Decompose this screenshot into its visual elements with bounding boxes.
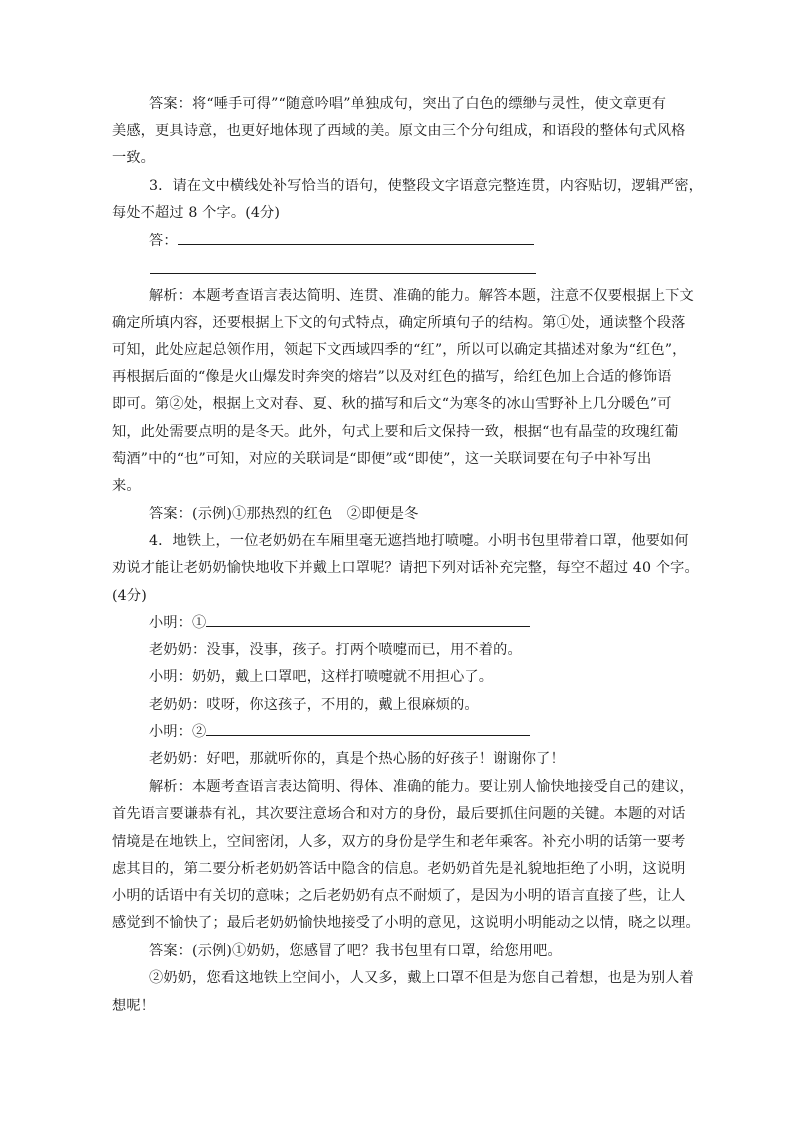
answer-2-line-1: 答案：将“唾手可得”“随意吟唱”单独成句，突出了白色的缥缈与灵性，使文章更有: [149, 96, 667, 112]
analysis-3-line-5: 即可。第②处，根据上文对春、夏、秋的描写和后文“为寒冬的冰山雪野补上几分暖色”可: [112, 396, 672, 412]
analysis-4-line-1: 解析：本题考查语言表达简明、得体、准确的能力。要让别人愉快地接受自己的建议，: [149, 779, 694, 795]
answer-3: 答案：(示例)①那热烈的红色 ②即便是冬: [149, 506, 419, 522]
answer-4-line-3: 想呢！: [112, 998, 156, 1014]
answer-4-line-2: ②奶奶，您看这地铁上空间小，人又多，戴上口罩不但是为您自己着想，也是为别人着: [149, 970, 694, 986]
analysis-3-line-7: 萄酒”中的“也”可知，对应的关联词是“即便”或“即使”，这一关联词要在句子中补写出: [112, 451, 652, 467]
analysis-3-line-8: 来。: [112, 478, 141, 494]
analysis-3-line-6: 知，此处需要点明的是冬天。此外，句式上要和后文保持一致，根据“也有晶莹的玫瑰红葡: [112, 424, 679, 440]
analysis-4-line-4: 虑其目的，第二要分析老奶奶答话中隐含的信息。老奶奶首先是礼貌地拒绝了小明，这说明: [112, 861, 686, 877]
analysis-4-line-2: 首先语言要谦恭有礼，其次要注意场合和对方的身份，最后要抓住问题的关键。本题的对话: [112, 806, 686, 822]
answer-blank-1: [178, 228, 534, 245]
question-3-line-2: 每处不超过 8 个字。(4分): [112, 205, 281, 221]
dialogue-blank-2: [206, 719, 530, 736]
dialogue-xiaoming-1: [149, 610, 719, 638]
analysis-4-line-3: 情境是在地铁上，空间密闭，人多，双方的身份是学生和老年乘客。补充小明的话第一要考: [112, 834, 686, 850]
dialogue-xiaoming-3: [149, 719, 719, 747]
dialogue-xiaoming-2: 小明：奶奶，戴上口罩吧，这样打喷嚏就不用担心了。: [149, 669, 494, 685]
analysis-3-line-1: 解析：本题考查语言表达简明、连贯、准确的能力。解答本题，注意不仅要根据上下文: [149, 288, 694, 304]
dialogue-xiaoming-3-prefix: 小明：②: [149, 724, 207, 740]
analysis-3-line-2: 确定所填内容，还要根据上下文的句式特点，确定所填句子的结构。第①处，通读整个段落: [112, 315, 686, 331]
dialogue-grandma-1: 老奶奶：没事，没事，孩子。打两个喷嚏而已，用不着的。: [149, 642, 522, 658]
dialogue-xiaoming-1-prefix: 小明：①: [149, 615, 207, 631]
question-4-line-2: 劝说才能让老奶奶愉快地收下并戴上口罩呢？请把下列对话补充完整，每空不超过 40 个字。: [112, 560, 699, 576]
answer-2-line-3: 一致。: [112, 150, 156, 166]
answer-2-line-2: 美感，更具诗意，也更好地体现了西域的美。原文由三个分句组成，和语段的整体句式风格: [112, 123, 686, 139]
question-4-line-3: (4分): [112, 588, 147, 604]
analysis-3-line-4: 再根据后面的“像是火山爆发时奔突的熔岩”以及对红色的描写，给红色加上合适的修饰语: [112, 369, 672, 385]
analysis-4-line-5: 小明的话语中有关切的意味；之后老奶奶有点不耐烦了，是因为小明的语言直接了些，让人: [112, 888, 686, 904]
analysis-4-line-6: 感觉到不愉快了；最后老奶奶愉快地接受了小明的意见，这说明小明能动之以情，晓之以理。: [112, 915, 700, 931]
dialogue-blank-1: [206, 610, 530, 627]
answer-blank-2: [150, 273, 536, 274]
answer-prefix: 答：: [149, 233, 178, 249]
analysis-3-line-3: 可知，此处应起总领作用，领起下文西域四季的“红”，所以可以确定其描述对象为“红色”，: [112, 342, 687, 358]
question-3-line-1: 3．请在文中横线处补写恰当的语句，使整段文字语意完整连贯，内容贴切，逻辑严密，: [149, 178, 704, 194]
question-3-answer-line: [149, 228, 719, 256]
dialogue-grandma-3: 老奶奶：好吧，那就听你的，真是个热心肠的好孩子！谢谢你了！: [149, 751, 565, 767]
dialogue-grandma-2: 老奶奶：哎呀，你这孩子，不用的，戴上很麻烦的。: [149, 697, 479, 713]
question-4-line-1: 4．地铁上，一位老奶奶在车厢里毫无遮挡地打喷嚏。小明书包里带着口罩，他要如何: [149, 533, 689, 549]
answer-4-line-1: 答案：(示例)①奶奶，您感冒了吧？我书包里有口罩，给您用吧。: [149, 943, 562, 959]
